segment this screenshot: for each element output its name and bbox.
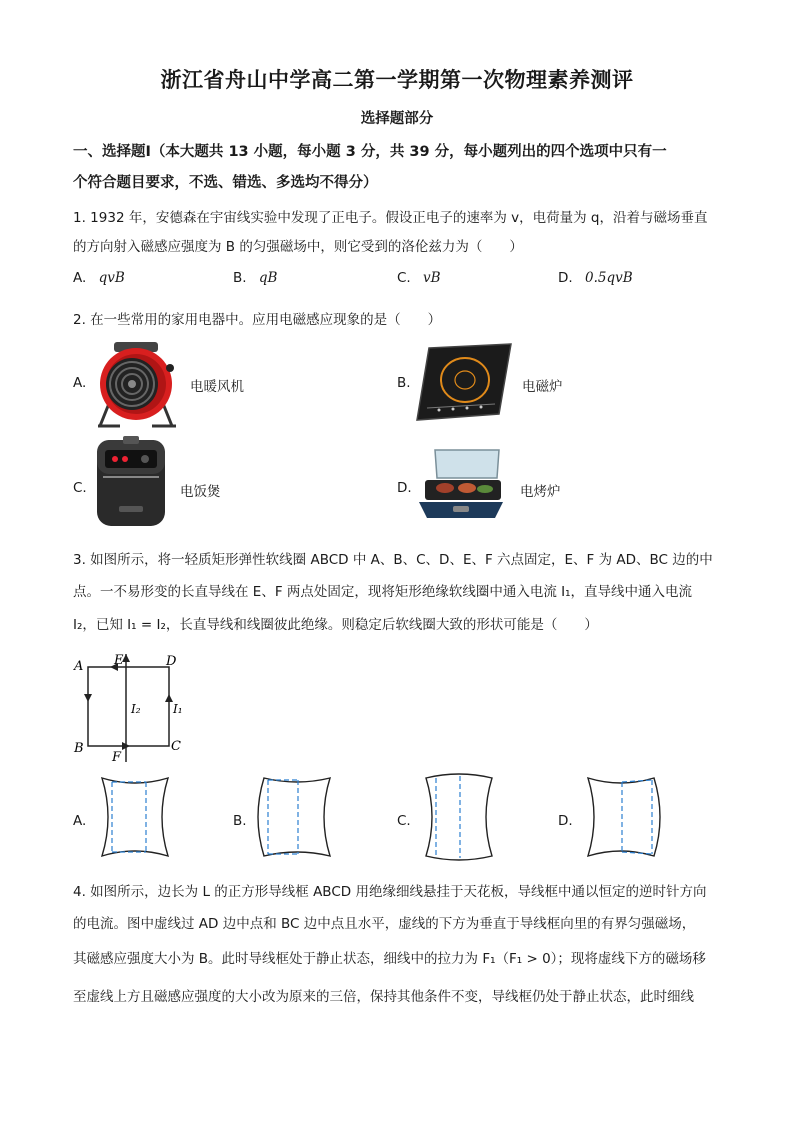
figure-label-b: B — [74, 741, 84, 756]
q2-line1: 2. 在一些常用的家用电器中。应用电磁感应现象的是（ ） — [73, 312, 442, 328]
q4-line3: 其磁感应强度大小为 B。此时导线框处于静止状态，细线中的拉力为 F₁（F₁ > 0）；现将虚线下方的磁场移 — [73, 951, 706, 967]
figure-label-i1: I₁ — [173, 702, 183, 716]
q1-option-d[interactable] — [558, 270, 633, 286]
q3-option-a-letter[interactable]: A. — [73, 813, 87, 829]
q2-option-c-label: 电饭煲 — [180, 484, 221, 500]
section-heading-line1: 一、选择题Ⅰ（本大题共 13 小题，每小题 3 分，共 39 分，每小题列出的四个选项中只有一 — [73, 144, 667, 160]
q3-line2: 点。一不易形变的长直导线在 E、F 两点处固定，现将矩形绝缘软线圈中通入电流 I₁，直导线中通入电流 — [73, 584, 693, 600]
q1-line2: 的方向射入磁感应强度为 B 的匀强磁场中，则它受到的洛伦兹力为（ ） — [73, 239, 523, 255]
q2-option-d-label: 电烤炉 — [520, 484, 561, 500]
electric-heater-icon — [90, 338, 182, 434]
section-heading-line2: 个符合题目要求，不选、错选、多选均不得分） — [73, 175, 378, 191]
q4-line4: 至虚线上方且磁感应强度的大小改为原来的三倍，保持其他条件不变，导线框仍处于静止状态，此时细线 — [73, 989, 694, 1005]
q1-option-a[interactable] — [73, 270, 125, 286]
q2-option-b-label: 电磁炉 — [522, 379, 563, 395]
figure-label-e: E — [114, 653, 124, 668]
figure-label-c: C — [171, 739, 181, 754]
q2-option-c-letter[interactable]: C. — [73, 480, 87, 496]
q1-option-a-expr: qvB — [98, 270, 125, 286]
q1-option-d-letter: D. — [558, 270, 573, 286]
q1-option-c-letter: C. — [397, 270, 411, 286]
q3-option-d-letter[interactable]: D. — [558, 813, 573, 829]
q3-option-c-letter[interactable]: C. — [397, 813, 411, 829]
q2-option-a-label: 电暖风机 — [190, 379, 244, 395]
q1-option-d-expr: 0.5qvB — [584, 270, 633, 286]
figure-label-d: D — [166, 654, 177, 669]
q3-line1: 3. 如图所示，将一轻质矩形弹性软线圈 ABCD 中 A、B、C、D、E、F 六点固定，E、F 为 AD、BC 边的中 — [73, 552, 713, 568]
rice-cooker-icon — [93, 436, 169, 532]
figure-label-a: A — [74, 659, 84, 674]
q1-line1: 1. 1932 年，安德森在宇宙线实验中发现了正电子。假设正电子的速率为 v，电荷量为 q，沿着与磁场垂直 — [73, 210, 708, 226]
q3-line3: I₂，已知 I₁ = I₂，长直导线和线圈彼此绝缘。则稳定后软线圈大致的形状可能是（ ） — [73, 617, 598, 633]
q1-option-c[interactable] — [397, 270, 441, 286]
page-title: 浙江省舟山中学高二第一学期第一次物理素养测评 — [160, 68, 634, 92]
q1-option-b-expr: qB — [258, 270, 278, 286]
q1-option-a-letter: A. — [73, 270, 87, 286]
electric-grill-icon — [415, 446, 507, 526]
q3-option-a-shape[interactable] — [92, 772, 178, 866]
figure-label-f: F — [112, 750, 122, 765]
q2-option-d-letter[interactable]: D. — [397, 480, 412, 496]
q3-option-b-shape[interactable] — [254, 772, 340, 866]
q1-option-c-expr: vB — [423, 270, 441, 286]
q4-line1: 4. 如图所示，边长为 L 的正方形导线框 ABCD 用绝缘细线悬挂于天花板，导线框中通以恒定的逆时针方向 — [73, 884, 707, 900]
q3-option-b-letter[interactable]: B. — [233, 813, 247, 829]
induction-cooker-icon — [415, 342, 513, 428]
q1-option-b[interactable] — [233, 270, 277, 286]
q3-option-d-shape[interactable] — [578, 772, 664, 866]
q1-option-b-letter: B. — [233, 270, 247, 286]
section-subtitle: 选择题部分 — [360, 111, 434, 127]
q4-line2: 的电流。图中虚线过 AD 边中点和 BC 边中点且水平，虚线的下方为垂直于导线框向里的有界匀强磁场， — [73, 916, 696, 932]
figure-label-i2: I₂ — [131, 702, 141, 716]
q3-option-c-shape[interactable] — [416, 772, 502, 866]
q2-option-a-letter[interactable]: A. — [73, 375, 87, 391]
q3-figure — [70, 650, 190, 770]
q2-option-b-letter[interactable]: B. — [397, 375, 411, 391]
